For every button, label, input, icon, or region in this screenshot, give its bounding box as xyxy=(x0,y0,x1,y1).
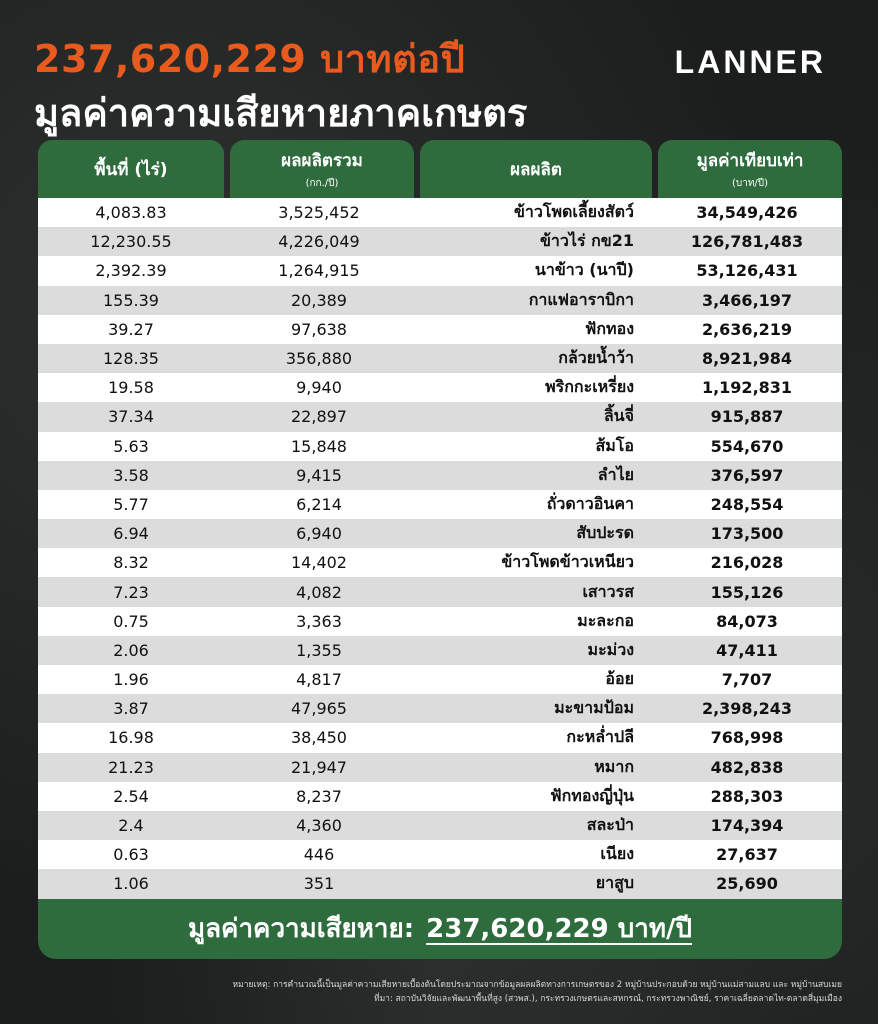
table-row xyxy=(38,432,842,461)
area-cell: 0.63 xyxy=(113,845,149,865)
header-crop xyxy=(420,140,652,198)
production-cell: 3,363 xyxy=(296,611,342,631)
value-cell: 8,921,984 xyxy=(701,349,793,369)
area-cell: 3.87 xyxy=(113,699,149,719)
area-cell: 16.98 xyxy=(108,728,154,748)
area-cell: 7.23 xyxy=(113,582,149,602)
table-row xyxy=(38,665,842,694)
value-cell: 216,028 xyxy=(710,553,784,573)
value-cell: 174,394 xyxy=(710,816,784,836)
crop-cell: กาแฟอาราบิกา xyxy=(528,289,634,309)
table-row xyxy=(38,753,842,782)
crop-cell: สละป่า xyxy=(586,815,634,835)
table-header xyxy=(38,140,842,198)
header-crop-label: ผลผลิต xyxy=(510,159,562,180)
table-row xyxy=(38,577,842,606)
value-cell: 248,554 xyxy=(710,494,784,514)
crop-cell: ข้าวไร่ กข21 xyxy=(539,231,634,251)
value-cell: 288,303 xyxy=(710,786,784,806)
area-cell: 5.77 xyxy=(113,494,149,514)
area-cell: 2.4 xyxy=(118,816,144,836)
area-cell: 21.23 xyxy=(108,757,154,777)
value-cell: 554,670 xyxy=(710,436,784,456)
production-cell: 22,897 xyxy=(291,407,347,427)
production-cell: 47,965 xyxy=(291,699,347,719)
header-area xyxy=(38,140,224,198)
subheadline: มูลค่าความเสียหายภาคเกษตร xyxy=(34,91,528,135)
value-cell: 1,192,831 xyxy=(701,378,793,398)
crop-cell: ลำไย xyxy=(597,464,634,484)
area-cell: 128.35 xyxy=(103,349,159,369)
table-row xyxy=(38,548,842,577)
value-cell: 53,126,431 xyxy=(696,261,798,281)
production-cell: 8,237 xyxy=(296,786,342,806)
crop-cell: ส้มโอ xyxy=(595,435,634,455)
production-cell: 4,360 xyxy=(296,816,342,836)
area-cell: 2.06 xyxy=(113,640,149,660)
crop-cell: ยาสูบ xyxy=(595,873,634,893)
total-bar xyxy=(38,899,842,959)
area-cell: 39.27 xyxy=(108,319,154,339)
production-cell: 15,848 xyxy=(291,436,347,456)
production-cell: 1,355 xyxy=(296,640,342,660)
table-row xyxy=(38,227,842,256)
value-cell: 25,690 xyxy=(716,874,778,894)
value-cell: 2,636,219 xyxy=(701,319,793,339)
crop-cell: มะละกอ xyxy=(577,610,634,630)
header-production xyxy=(230,140,414,198)
value-cell: 376,597 xyxy=(710,465,784,485)
header-value-unit: (บาท/ปี) xyxy=(731,178,769,189)
footnote-source: ที่มา: สถาบันวิจัยและพัฒนาพื้นที่สูง (สวพส.), กระทรวงเกษตรและสหกรณ์, กระทรวงพาณิชย์, ราคาเฉลี่ยตลาดไท-ตลาดสี่มุมเมือง xyxy=(373,994,842,1004)
header-value-label: มูลค่าเทียบเท่า xyxy=(696,151,804,171)
area-cell: 3.58 xyxy=(113,465,149,485)
value-cell: 482,838 xyxy=(710,757,784,777)
crop-damage-table xyxy=(38,140,842,959)
table-row xyxy=(38,840,842,869)
header-production-unit: (กก./ปี) xyxy=(305,178,339,189)
crop-cell: ข้าวโพดข้าวเหนียว xyxy=(501,552,634,572)
table-row xyxy=(38,519,842,548)
production-cell: 446 xyxy=(303,845,335,865)
production-cell: 14,402 xyxy=(291,553,347,573)
crop-cell: มะขามป้อม xyxy=(554,698,634,718)
crop-cell: เสาวรส xyxy=(582,581,634,601)
crop-cell: พริกกะเหรี่ยง xyxy=(545,377,634,397)
area-cell: 2.54 xyxy=(113,786,149,806)
header-value xyxy=(658,140,842,198)
area-cell: 19.58 xyxy=(108,378,154,398)
area-cell: 1.96 xyxy=(113,670,149,690)
table-row xyxy=(38,490,842,519)
crop-cell: อ้อย xyxy=(605,669,634,689)
table-row xyxy=(38,811,842,840)
table-row xyxy=(38,402,842,431)
table-row xyxy=(38,256,842,285)
production-cell: 356,880 xyxy=(285,349,353,369)
crop-cell: สับปะรด xyxy=(576,523,634,543)
table-row xyxy=(38,315,842,344)
value-cell: 173,500 xyxy=(710,524,784,544)
production-cell: 9,415 xyxy=(296,465,342,485)
production-cell: 1,264,915 xyxy=(278,261,360,281)
table-row xyxy=(38,723,842,752)
area-cell: 12,230.55 xyxy=(90,232,172,252)
production-cell: 20,389 xyxy=(291,290,347,310)
value-cell: 84,073 xyxy=(716,611,778,631)
production-cell: 4,082 xyxy=(296,582,342,602)
value-cell: 126,781,483 xyxy=(690,232,804,252)
area-cell: 4,083.83 xyxy=(95,203,167,223)
lanner-logo: LANNER xyxy=(674,44,826,80)
production-cell: 97,638 xyxy=(291,319,347,339)
table-body xyxy=(38,198,842,899)
value-cell: 155,126 xyxy=(710,582,784,602)
value-cell: 2,398,243 xyxy=(701,699,793,719)
table-row xyxy=(38,782,842,811)
table-row xyxy=(38,461,842,490)
production-cell: 351 xyxy=(303,874,335,894)
table-row xyxy=(38,636,842,665)
total-label: มูลค่าความเสียหาย: xyxy=(187,914,415,944)
table-row xyxy=(38,373,842,402)
crop-cell: ลิ้นจี่ xyxy=(603,406,634,426)
table-row xyxy=(38,869,842,898)
value-cell: 915,887 xyxy=(710,407,784,427)
value-cell: 768,998 xyxy=(710,728,784,748)
value-cell: 47,411 xyxy=(716,640,778,660)
crop-cell: ฟักทอง xyxy=(585,318,634,338)
area-cell: 0.75 xyxy=(113,611,149,631)
footnote xyxy=(32,978,842,1006)
crop-cell: ถั่วดาวอินคา xyxy=(546,493,634,513)
production-cell: 21,947 xyxy=(291,757,347,777)
area-cell: 1.06 xyxy=(113,874,149,894)
table-row xyxy=(38,694,842,723)
area-cell: 37.34 xyxy=(108,407,154,427)
production-cell: 38,450 xyxy=(291,728,347,748)
crop-cell: หมาก xyxy=(594,756,634,776)
area-cell: 6.94 xyxy=(113,524,149,544)
crop-cell: มะม่วง xyxy=(587,639,634,659)
value-cell: 27,637 xyxy=(716,845,778,865)
value-cell: 3,466,197 xyxy=(701,290,793,310)
table-row xyxy=(38,344,842,373)
total-amount: 237,620,229 บาท/ปี xyxy=(426,914,693,944)
footnote-remark: หมายเหตุ: การคำนวณนี้เป็นมูลค่าความเสียหายเบื้องต้นโดยประมาณจากข้อมูลผลผลิตทางการเกษตรของ 2 หมู่บ้านประกอบด้วย หมู่บ้านแม่สามแลบ และ หมู่บ้านสบเมย xyxy=(232,980,842,990)
crop-cell: กะหล่ำปลี xyxy=(566,727,634,747)
area-cell: 155.39 xyxy=(103,290,159,310)
headline: 237,620,229 บาทต่อปี xyxy=(34,37,466,81)
table-row xyxy=(38,198,842,227)
production-cell: 4,226,049 xyxy=(278,232,360,252)
crop-cell: ฟักทองญี่ปุ่น xyxy=(550,785,634,805)
table-row xyxy=(38,286,842,315)
area-cell: 2,392.39 xyxy=(95,261,167,281)
production-cell: 6,940 xyxy=(296,524,342,544)
value-cell: 34,549,426 xyxy=(696,203,798,223)
crop-cell: ข้าวโพดเลี้ยงสัตว์ xyxy=(513,202,634,222)
crop-cell: กล้วยน้ำว้า xyxy=(558,348,634,368)
production-cell: 3,525,452 xyxy=(278,203,360,223)
table-row xyxy=(38,607,842,636)
production-cell: 9,940 xyxy=(296,378,342,398)
header-area-label: พื้นที่ (ไร่) xyxy=(94,159,168,180)
crop-cell: นาข้าว (นาปี) xyxy=(534,260,634,280)
production-cell: 6,214 xyxy=(296,494,342,514)
production-cell: 4,817 xyxy=(296,670,342,690)
crop-cell: เนียง xyxy=(600,844,634,864)
header-production-label: ผลผลิตรวม xyxy=(281,151,363,171)
value-cell: 7,707 xyxy=(721,670,773,690)
area-cell: 5.63 xyxy=(113,436,149,456)
area-cell: 8.32 xyxy=(113,553,149,573)
